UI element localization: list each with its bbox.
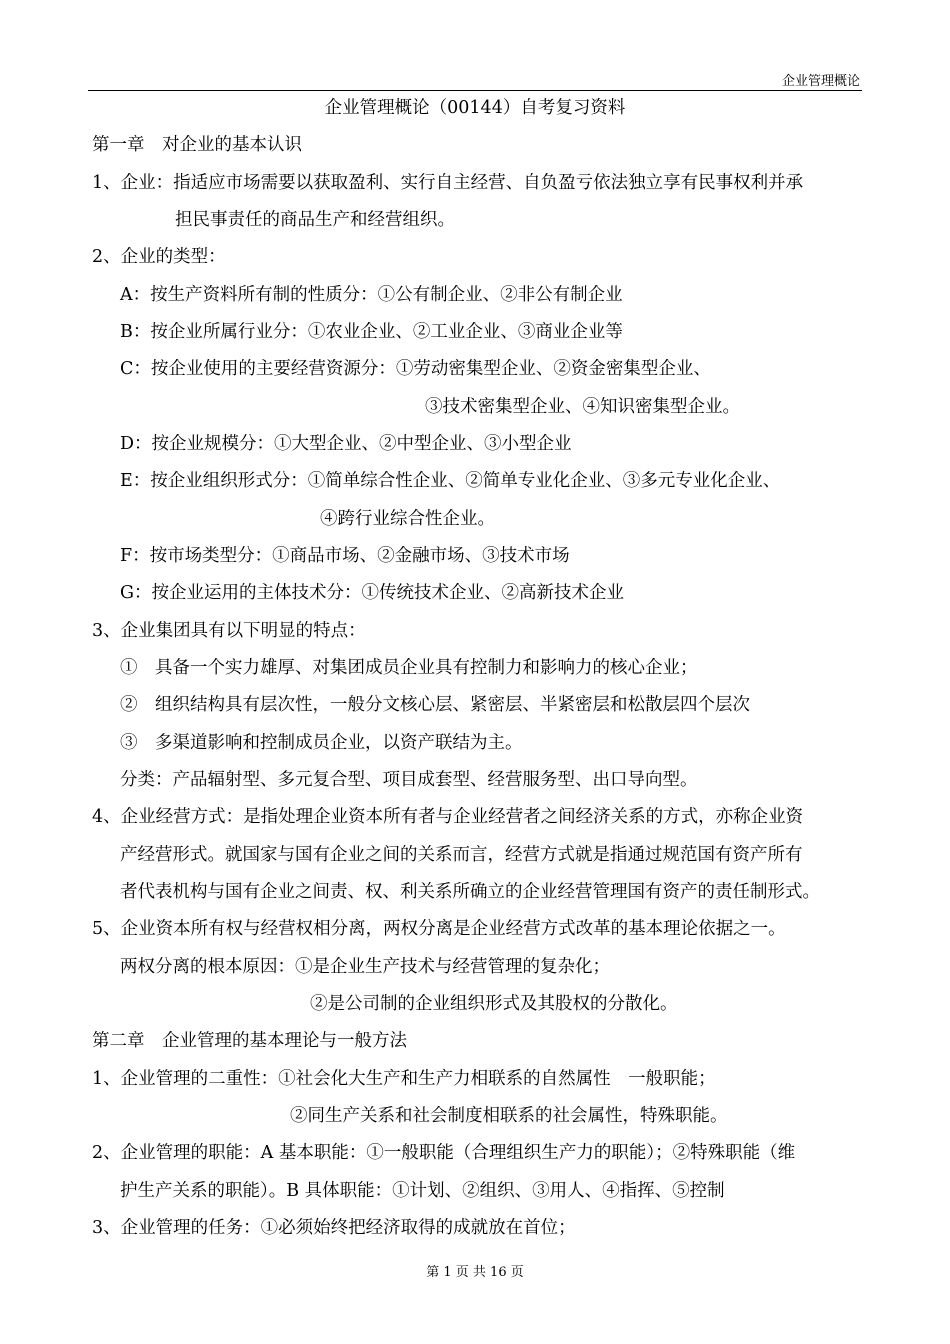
text-line: ②是公司制的企业组织形式及其股权的分散化。 xyxy=(310,994,678,1014)
text-line: B：按企业所属行业分：①农业企业、②工业企业、③商业企业等 xyxy=(120,322,623,342)
text-line: 两权分离的根本原因：①是企业生产技术与经营管理的复杂化； xyxy=(120,957,610,977)
text-line: 4、企业经营方式：是指处理企业资本所有者与企业经营者之间经济关系的方式，亦称企业资 xyxy=(92,807,804,827)
text-line: ②同生产关系和社会制度相联系的社会属性，特殊职能。 xyxy=(290,1106,728,1126)
text-line: ③ 多渠道影响和控制成员企业，以资产联结为主。 xyxy=(120,733,523,753)
text-line: 产经营形式。就国家与国有企业之间的关系而言，经营方式就是指通过规范国有资产所有 xyxy=(120,845,803,865)
chapter-heading-2: 第二章 企业管理的基本理论与一般方法 xyxy=(92,1031,407,1051)
text-line: A：按生产资料所有制的性质分：①公有制企业、②非公有制企业 xyxy=(120,285,623,305)
text-line: 5、企业资本所有权与经营权相分离，两权分离是企业经营方式改革的基本理论依据之一。 xyxy=(92,919,786,939)
text-line: 者代表机构与国有企业之间责、权、利关系所确立的企业经营管理国有资产的责任制形式。 xyxy=(120,882,820,902)
text-line: 分类：产品辐射型、多元复合型、项目成套型、经营服务型、出口导向型。 xyxy=(120,770,698,790)
chapter-heading-1: 第一章 对企业的基本认识 xyxy=(92,135,302,155)
text-line: 3、企业管理的任务：①必须始终把经济取得的成就放在首位； xyxy=(92,1218,576,1238)
text-line: 2、企业管理的职能：A 基本职能：①一般职能（合理组织生产力的职能）；②特殊职能（维 xyxy=(92,1143,796,1163)
text-line: 1、企业管理的二重性：①社会化大生产和生产力相联系的自然属性 一般职能； xyxy=(92,1069,716,1089)
header-divider xyxy=(88,90,862,91)
text-line: E：按企业组织形式分：①简单综合性企业、②简单专业化企业、③多元专业化企业、 xyxy=(120,471,781,491)
text-line: G：按企业运用的主体技术分：①传统技术企业、②高新技术企业 xyxy=(120,583,624,603)
document-title: 企业管理概论（00144）自考复习资料 xyxy=(324,98,626,118)
text-line: 担民事责任的商品生产和经营组织。 xyxy=(175,210,455,230)
text-line: D：按企业规模分：①大型企业、②中型企业、③小型企业 xyxy=(120,434,572,454)
text-line: 1、企业：指适应市场需要以获取盈利、实行自主经营、自负盈亏依法独立享有民事权利并承 xyxy=(92,173,804,193)
text-line: 3、企业集团具有以下明显的特点： xyxy=(92,621,366,641)
page-number: 第 1 页 共 16 页 xyxy=(426,1265,524,1280)
text-line: C：按企业使用的主要经营资源分：①劳动密集型企业、②资金密集型企业、 xyxy=(120,359,711,379)
text-line: ② 组织结构具有层次性，一般分文核心层、紧密层、半紧密层和松散层四个层次 xyxy=(120,695,750,715)
text-line: 护生产关系的职能）。B 具体职能：①计划、②组织、③用人、④指挥、⑤控制 xyxy=(120,1181,725,1201)
text-line: ① 具备一个实力雄厚、对集团成员企业具有控制力和影响力的核心企业； xyxy=(120,658,698,678)
running-header-title: 企业管理概论 xyxy=(781,74,860,89)
text-line: ④跨行业综合性企业。 xyxy=(320,509,495,529)
text-line: F：按市场类型分：①商品市场、②金融市场、③技术市场 xyxy=(120,546,570,566)
text-line: ③技术密集型企业、④知识密集型企业。 xyxy=(425,397,740,417)
text-line: 2、企业的类型： xyxy=(92,247,226,267)
